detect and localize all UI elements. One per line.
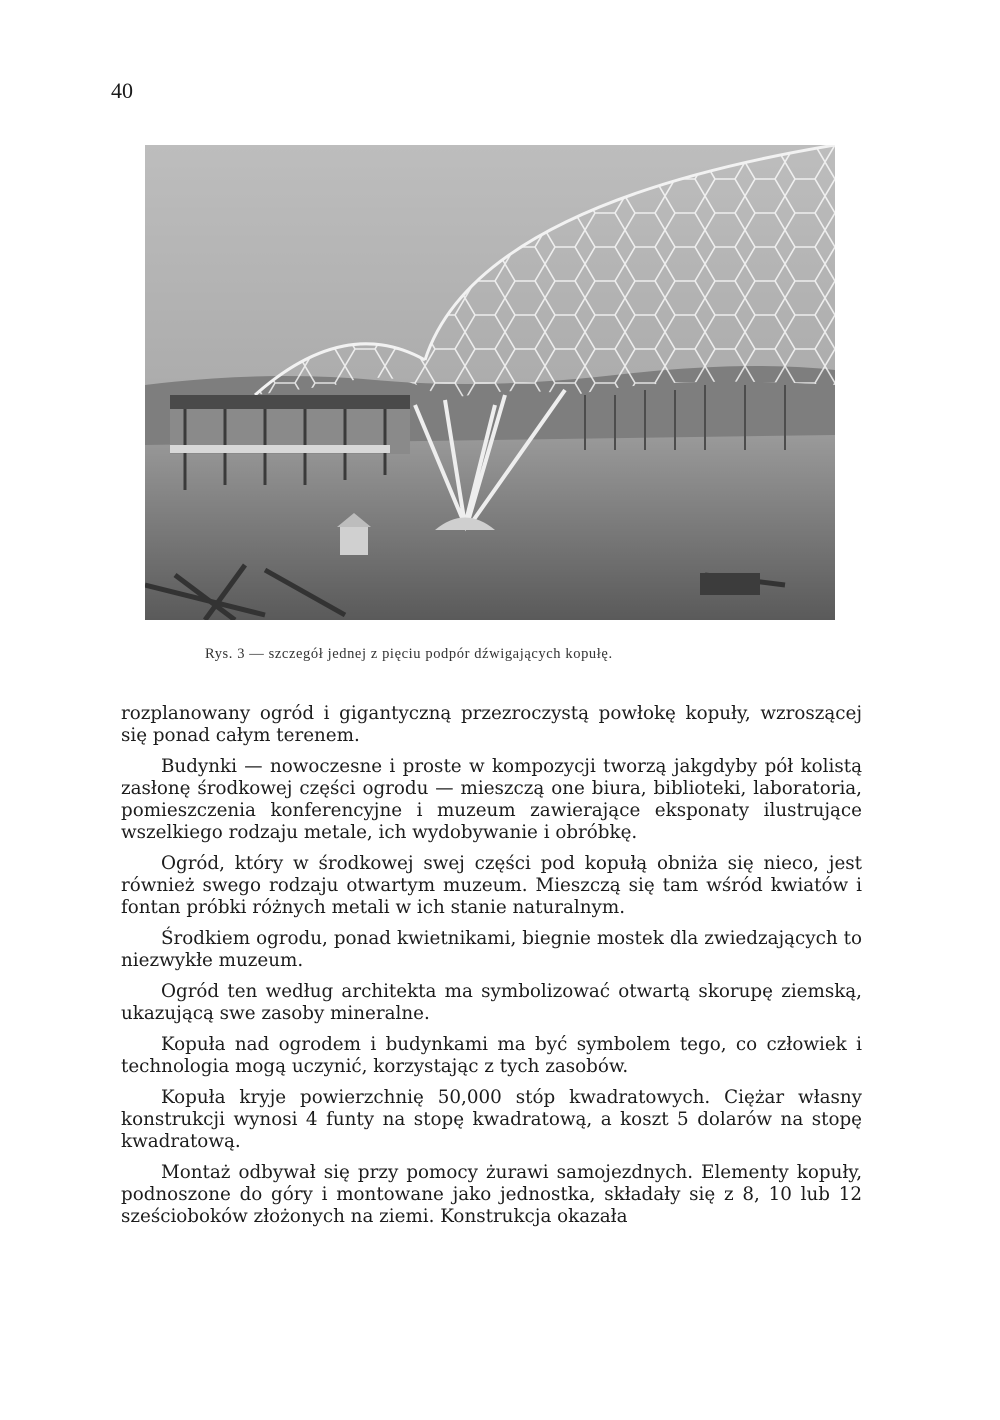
paragraph: Ogród, który w środkowej swej części pod kopułą obniża się nieco, jest również swego rodzaju otwartym muzeum. Mieszczą się tam wśród kwiatów i fontan próbki różnych metali w ich stanie naturalnym.: [121, 853, 862, 918]
paragraph: rozplanowany ogród i gigantyczną przezroczystą powłokę kopuły, wzroszącej się ponad całym terenem.: [121, 703, 862, 746]
paragraph: Kopuła nad ogrodem i budynkami ma być symbolem tego, co człowiek i technologia mogą uczynić, korzystając z tych zasobów.: [121, 1034, 862, 1077]
figure-photo: [145, 145, 835, 620]
geodesic-dome-photo-icon: [145, 145, 835, 620]
body-text: [121, 703, 862, 1228]
paragraph: Ogród ten według architekta ma symbolizować otwartą skorupę ziemską, ukazującą swe zasoby mineralne.: [121, 981, 862, 1024]
figure-caption: Rys. 3 — szczegół jednej z pięciu podpór dźwigających kopułę.: [205, 646, 613, 662]
paragraph: Środkiem ogrodu, ponad kwietnikami, biegnie mostek dla zwiedzających to niezwykłe muzeum.: [121, 928, 862, 971]
page-number: 40: [111, 78, 133, 103]
paragraph: Budynki — nowoczesne i proste w kompozycji tworzą jakgdyby pół kolistą zasłonę środkowej części ogrodu — mieszczą one biura, biblioteki, laboratoria, pomieszczenia konferencyjne i muzeum zawierające eksponaty ilustrujące wszelkiego rodzaju metale, ich wydobywanie i obróbkę.: [121, 756, 862, 843]
paragraph: Montaż odbywał się przy pomocy żurawi samojezdnych. Elementy kopuły, podnoszone do góry i montowane jako jednostka, składały się z 8, 10 lub 12 sześcioboków złożonych na ziemi. Konstrukcja okazała: [121, 1162, 862, 1227]
paragraph: Kopuła kryje powierzchnię 50,000 stóp kwadratowych. Ciężar własny konstrukcji wynosi 4 funty na stopę kwadratową, a koszt 5 dolarów na stopę kwadratową.: [121, 1087, 862, 1152]
